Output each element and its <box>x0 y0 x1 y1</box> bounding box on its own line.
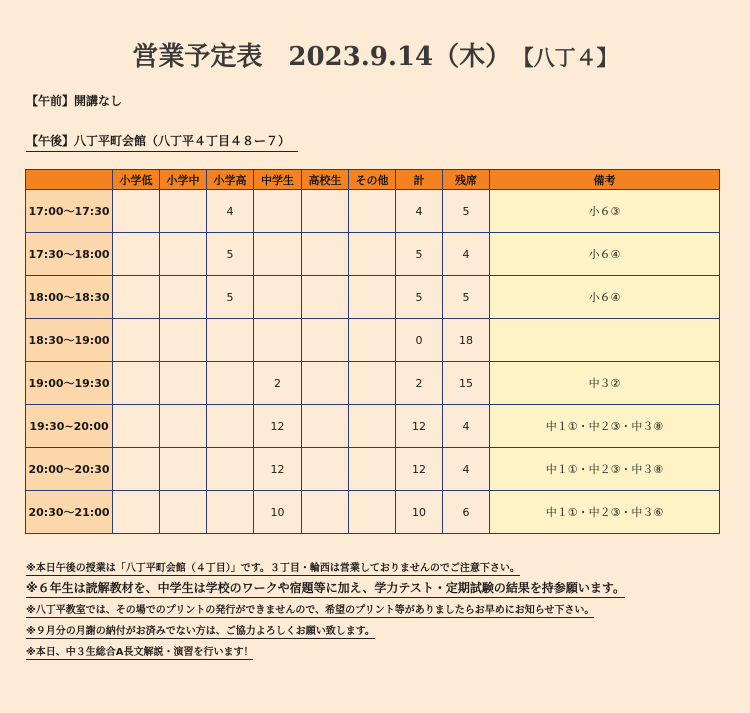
afternoon-location: 【午後】八丁平町会館（八丁平４丁目４８ー７） <box>26 132 298 152</box>
time-cell: 18:30〜19:00 <box>26 319 113 362</box>
count-cell: 2 <box>254 362 302 405</box>
col-header: 小学低 <box>113 170 160 190</box>
count-cell <box>207 405 254 448</box>
count-cell <box>302 491 349 534</box>
count-cell <box>160 405 207 448</box>
count-cell <box>207 319 254 362</box>
col-header: 小学高 <box>207 170 254 190</box>
table-row <box>26 405 720 448</box>
count-cell <box>207 448 254 491</box>
count-cell: 10 <box>254 491 302 534</box>
time-cell: 20:00〜20:30 <box>26 448 113 491</box>
count-cell: 5 <box>396 276 443 319</box>
count-cell: 4 <box>207 190 254 233</box>
time-cell: 17:30〜18:00 <box>26 233 113 276</box>
note-cell: 中１①・中２③・中３⑧ <box>490 448 720 491</box>
note-item: ※八丁平教室では、その場でのプリントの発行ができませんので、希望のプリント等がありましたらお早めにお知らせ下さい。 <box>26 601 594 618</box>
table-row <box>26 276 720 319</box>
count-cell: 18 <box>443 319 490 362</box>
count-cell <box>349 276 396 319</box>
table-row <box>26 448 720 491</box>
note-cell: 小６④ <box>490 233 720 276</box>
count-cell <box>160 491 207 534</box>
count-cell: 12 <box>396 448 443 491</box>
count-cell <box>349 491 396 534</box>
note-item: ※９月分の月謝の納付がお済みでない方は、ご協力よろしくお願い致します。 <box>26 622 375 639</box>
col-header: 備考 <box>490 170 720 190</box>
col-header: 中学生 <box>254 170 302 190</box>
col-header: 残席 <box>443 170 490 190</box>
count-cell <box>113 190 160 233</box>
count-cell: 5 <box>207 276 254 319</box>
morning-status: 【午前】開講なし <box>26 94 123 108</box>
count-cell <box>302 319 349 362</box>
count-cell <box>254 233 302 276</box>
note-cell <box>490 319 720 362</box>
count-cell: 12 <box>254 448 302 491</box>
count-cell: 2 <box>396 362 443 405</box>
time-cell: 20:30〜21:00 <box>26 491 113 534</box>
count-cell <box>160 190 207 233</box>
schedule-table <box>25 169 720 534</box>
count-cell <box>349 319 396 362</box>
count-cell <box>302 233 349 276</box>
count-cell: 10 <box>396 491 443 534</box>
count-cell: 5 <box>443 276 490 319</box>
count-cell <box>207 362 254 405</box>
title-place: 【八丁４】 <box>523 45 618 70</box>
note-item: ※６年生は読解教材を、中学生は学校のワークや宿題等に加え、学力テスト・定期試験の結果を持参願います。 <box>26 579 625 598</box>
count-cell <box>113 233 160 276</box>
count-cell: 5 <box>396 233 443 276</box>
time-cell: 19:30~20:00 <box>26 405 113 448</box>
table-row <box>26 491 720 534</box>
notes-section <box>26 556 726 661</box>
col-header: 小学中 <box>160 170 207 190</box>
count-cell <box>302 405 349 448</box>
note-item: ※本日午後の授業は「八丁平町会館（４丁目）」です。３丁目・輪西は営業しておりませんのでご注意下さい。 <box>26 559 520 576</box>
time-cell: 18:00〜18:30 <box>26 276 113 319</box>
note-cell: 小６④ <box>490 276 720 319</box>
count-cell: 4 <box>396 190 443 233</box>
count-cell <box>160 319 207 362</box>
count-cell <box>254 276 302 319</box>
count-cell <box>160 233 207 276</box>
title-date: 2023.9.14（木） <box>288 42 512 72</box>
note-cell: 中３② <box>490 362 720 405</box>
count-cell <box>254 319 302 362</box>
count-cell: 5 <box>207 233 254 276</box>
time-cell: 19:00〜19:30 <box>26 362 113 405</box>
count-cell <box>349 405 396 448</box>
count-cell <box>207 491 254 534</box>
title-text: 営業予定表 <box>132 42 263 72</box>
count-cell <box>160 448 207 491</box>
table-header-row <box>26 170 720 190</box>
note-item: ※本日、中３生総合A長文解説・演習を行います！ <box>26 643 253 660</box>
count-cell: 12 <box>396 405 443 448</box>
col-header: 高校生 <box>302 170 349 190</box>
table-row <box>26 190 720 233</box>
count-cell: 4 <box>443 448 490 491</box>
note-cell: 中１①・中２③・中３⑧ <box>490 405 720 448</box>
count-cell <box>302 276 349 319</box>
count-cell <box>113 362 160 405</box>
count-cell <box>160 362 207 405</box>
count-cell: 0 <box>396 319 443 362</box>
col-header <box>26 170 113 190</box>
count-cell: 4 <box>443 405 490 448</box>
col-header: その他 <box>349 170 396 190</box>
count-cell: 15 <box>443 362 490 405</box>
table-row <box>26 319 720 362</box>
note-cell: 小６③ <box>490 190 720 233</box>
time-cell: 17:00〜17:30 <box>26 190 113 233</box>
table-row <box>26 233 720 276</box>
count-cell <box>113 405 160 448</box>
count-cell <box>302 190 349 233</box>
count-cell <box>113 448 160 491</box>
count-cell <box>349 190 396 233</box>
count-cell <box>349 233 396 276</box>
count-cell <box>302 448 349 491</box>
count-cell: 6 <box>443 491 490 534</box>
count-cell: 4 <box>443 233 490 276</box>
count-cell <box>349 448 396 491</box>
count-cell <box>160 276 207 319</box>
count-cell <box>113 319 160 362</box>
count-cell: 12 <box>254 405 302 448</box>
note-cell: 中１①・中２③・中３⑥ <box>490 491 720 534</box>
count-cell <box>349 362 396 405</box>
page-title <box>0 36 750 73</box>
count-cell: 5 <box>443 190 490 233</box>
col-header: 計 <box>396 170 443 190</box>
count-cell <box>254 190 302 233</box>
count-cell <box>113 276 160 319</box>
count-cell <box>113 491 160 534</box>
table-row <box>26 362 720 405</box>
count-cell <box>302 362 349 405</box>
